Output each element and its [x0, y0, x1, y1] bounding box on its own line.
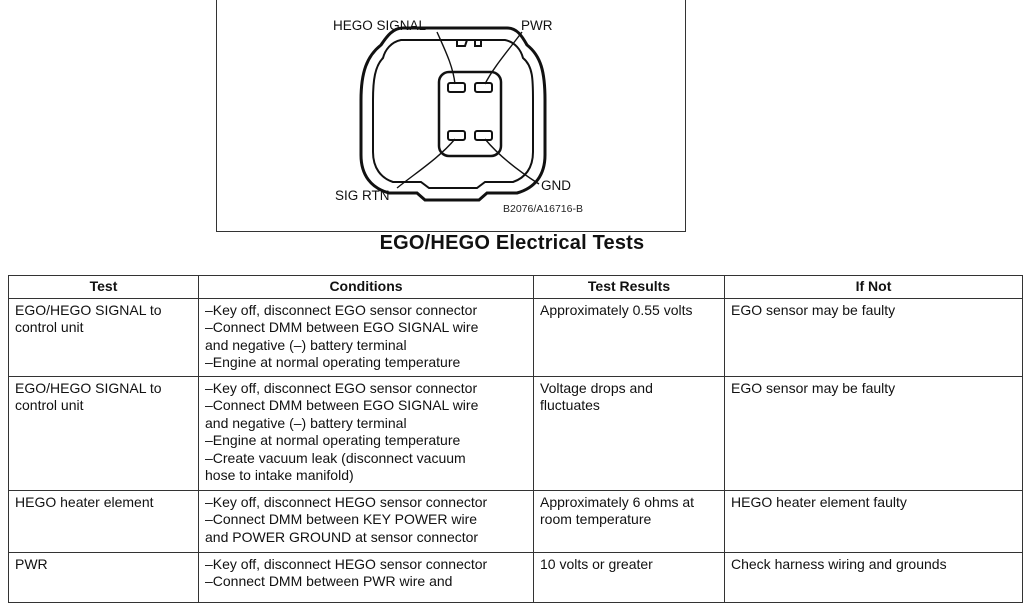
connector-inner-wall — [373, 40, 533, 188]
cell-conditions — [199, 490, 534, 552]
cell-conditions — [199, 552, 534, 602]
cell-result: 10 volts or greater — [534, 552, 725, 602]
condition-line: and POWER GROUND at sensor connector — [205, 528, 479, 545]
header-if-not: If Not — [725, 276, 1023, 299]
cell-conditions — [199, 298, 534, 376]
condition-line: –Engine at normal operating temperature — [205, 354, 461, 370]
table-row — [9, 552, 1023, 602]
cell-conditions — [199, 376, 534, 490]
table-row — [9, 376, 1023, 490]
cell-result: Voltage drops and fluctuates — [534, 376, 725, 490]
cell-test: EGO/HEGO SIGNAL to control unit — [9, 298, 199, 376]
condition-line: –Key off, disconnect EGO sensor connector — [205, 379, 478, 396]
condition-line: –Connect DMM between EGO SIGNAL wire — [205, 319, 479, 335]
table-row — [9, 490, 1023, 552]
label-pwr: PWR — [521, 18, 553, 33]
cell-result: Approximately 6 ohms at room temperature — [534, 490, 725, 552]
connector-drawing — [217, 0, 687, 232]
cell-test: PWR — [9, 552, 199, 602]
page-title: EGO/HEGO Electrical Tests — [379, 232, 645, 254]
cell-test: EGO/HEGO SIGNAL to control unit — [9, 376, 199, 490]
pin-sig-rtn — [448, 131, 465, 140]
table-row — [9, 298, 1023, 376]
header-conditions: Conditions — [199, 276, 534, 299]
label-sig-rtn: SIG RTN — [335, 188, 390, 203]
tests-table — [8, 275, 1023, 603]
connector-outer-shell — [361, 28, 545, 200]
condition-line: –Connect DMM between EGO SIGNAL wire — [205, 397, 479, 413]
condition-line: –Create vacuum leak (disconnect vacuum — [205, 449, 466, 466]
leader-sig-rtn — [397, 139, 455, 188]
condition-line: –Engine at normal operating temperature — [205, 432, 461, 448]
condition-line: hose to intake manifold) — [205, 467, 354, 483]
label-gnd: GND — [541, 178, 571, 193]
cell-test: HEGO heater element — [9, 490, 199, 552]
condition-line: and negative (–) battery terminal — [205, 414, 407, 431]
connector-diagram — [216, 0, 686, 232]
figure-code: B2076/A16716-B — [503, 203, 583, 215]
condition-line: –Connect DMM between PWR wire and — [205, 573, 453, 589]
label-hego-signal: HEGO SIGNAL — [333, 18, 427, 33]
cell-if-not: Check harness wiring and grounds — [725, 552, 1023, 602]
header-test: Test — [9, 276, 199, 299]
pin-gnd — [475, 131, 492, 140]
condition-line: –Key off, disconnect HEGO sensor connector — [205, 555, 488, 572]
cell-result: Approximately 0.55 volts — [534, 298, 725, 376]
condition-line: and negative (–) battery terminal — [205, 336, 407, 353]
header-test-results: Test Results — [534, 276, 725, 299]
cell-if-not: HEGO heater element faulty — [725, 490, 1023, 552]
condition-line: –Connect DMM between KEY POWER wire — [205, 511, 478, 527]
condition-line: –Key off, disconnect HEGO sensor connector — [205, 493, 488, 510]
pin-hego-signal — [448, 83, 465, 92]
cell-if-not: EGO sensor may be faulty — [725, 298, 1023, 376]
cell-if-not: EGO sensor may be faulty — [725, 376, 1023, 490]
leader-gnd — [485, 139, 539, 184]
pin-pwr — [475, 83, 492, 92]
condition-line: –Key off, disconnect EGO sensor connector — [205, 301, 478, 318]
table-header-row — [9, 276, 1023, 299]
